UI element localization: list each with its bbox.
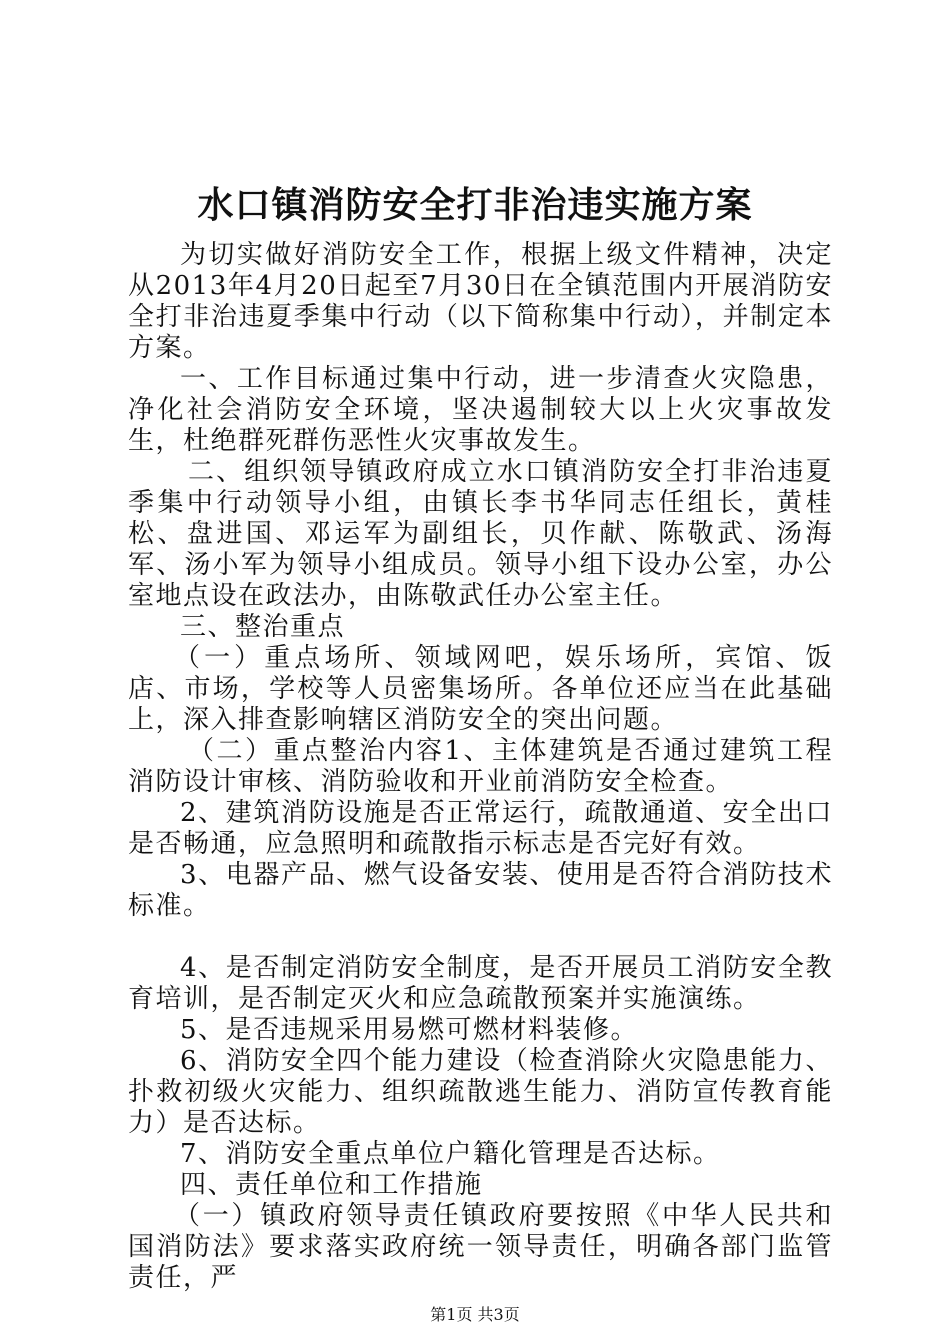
paragraph-government-responsibility: （一）镇政府领导责任镇政府要按照《中华人民共和国消防法》要求落实政府统一领导责任，明确各部门监管责任，严 <box>128 1201 833 1293</box>
heading-key-points: 三、整治重点 <box>180 612 346 642</box>
paragraph-goal: 一、工作目标通过集中行动，进一步清查火灾隐患，净化社会消防安全环境，坚决遏制较大以上火灾事故发生，杜绝群死群伤恶性火灾事故发生。 <box>128 364 833 456</box>
page-number: 第1页 共3页 <box>430 1305 520 1324</box>
paragraph-rectify-1: （二）重点整治内容1、主体建筑是否通过建筑工程消防设计审核、消防验收和开业前消防安全检查。 <box>128 736 833 797</box>
paragraph-leadership: 二、组织领导镇政府成立水口镇消防安全打非治违夏季集中行动领导小组，由镇长李书华同志任组长，黄桂松、盘进国、邓运军为副组长，贝作献、陈敬武、汤海军、汤小军为领导小组成员。领导小组下设办公室，办公室地点设在政法办，由陈敬武任办公室主任。 <box>128 457 833 611</box>
paragraph-key-places: （一）重点场所、领域网吧，娱乐场所，宾馆、饭店、市场，学校等人员密集场所。各单位还应当在此基础上，深入排查影响辖区消防安全的突出问题。 <box>128 643 833 735</box>
paragraph-rectify-2: 2、建筑消防设施是否正常运行，疏散通道、安全出口是否畅通，应急照明和疏散指示标志是否完好有效。 <box>128 798 833 859</box>
document-body <box>128 240 833 1294</box>
blank-line <box>128 922 833 953</box>
heading-responsibility: 四、责任单位和工作措施 <box>180 1170 483 1200</box>
paragraph-rectify-5: 5、是否违规采用易燃可燃材料装修。 <box>180 1015 639 1045</box>
paragraph-rectify-3: 3、电器产品、燃气设备安装、使用是否符合消防技术标准。 <box>128 860 833 921</box>
paragraph-intro: 为切实做好消防安全工作，根据上级文件精神，决定从2013年4月20日起至7月30日在全镇范围内开展消防安全打非治违夏季集中行动（以下简称集中行动），并制定本方案。 <box>128 240 833 363</box>
paragraph-rectify-4: 4、是否制定消防安全制度，是否开展员工消防安全教育培训，是否制定灭火和应急疏散预案并实施演练。 <box>128 953 833 1014</box>
paragraph-rectify-6: 6、消防安全四个能力建设（检查消除火灾隐患能力、扑救初级火灾能力、组织疏散逃生能力、消防宣传教育能力）是否达标。 <box>128 1046 833 1138</box>
paragraph-rectify-7: 7、消防安全重点单位户籍化管理是否达标。 <box>180 1139 721 1169</box>
document-title: 水口镇消防安全打非治违实施方案 <box>197 185 753 226</box>
